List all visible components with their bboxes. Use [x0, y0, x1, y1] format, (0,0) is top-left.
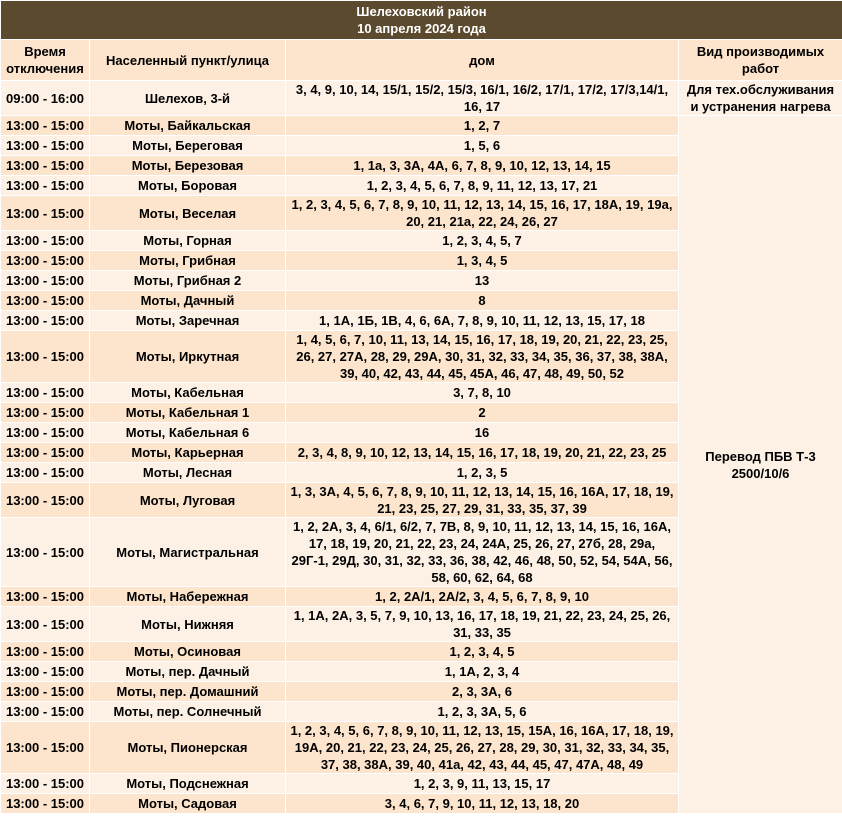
cell-time: 13:00 - 15:00	[1, 423, 90, 443]
cell-place: Моты, Береговая	[90, 136, 286, 156]
header-houses: дом	[286, 40, 679, 81]
table-row	[1, 81, 842, 116]
cell-time: 13:00 - 15:00	[1, 116, 90, 136]
cell-time: 13:00 - 15:00	[1, 403, 90, 423]
cell-time: 13:00 - 15:00	[1, 251, 90, 271]
cell-place: Моты, Садовая	[90, 794, 286, 814]
cell-time: 13:00 - 15:00	[1, 642, 90, 662]
cell-houses: 8	[286, 291, 679, 311]
cell-time: 13:00 - 15:00	[1, 136, 90, 156]
cell-place: Моты, Березовая	[90, 156, 286, 176]
cell-houses: 1, 2, 2А, 3, 4, 6/1, 6/2, 7, 7В, 8, 9, 10, 11, 12, 13, 14, 15, 16, 16А, 17, 18, 19, 20, 21, 22, 23, 24, 24А, 25, 26, 27, 27б, 28, 29а, 29Г-1, 29Д, 30, 31, 32, 33, 36, 38, 42, 46, 48, 50, 52, 54, 54А, 56, 58, 60, 62, 64, 68	[286, 518, 679, 587]
table-title	[1, 1, 842, 40]
cell-place: Моты, Байкальская	[90, 116, 286, 136]
cell-place: Моты, пер. Домашний	[90, 682, 286, 702]
cell-houses: 3, 7, 8, 10	[286, 383, 679, 403]
cell-time: 13:00 - 15:00	[1, 518, 90, 587]
cell-time: 13:00 - 15:00	[1, 443, 90, 463]
cell-place: Моты, Лесная	[90, 463, 286, 483]
cell-place: Моты, Карьерная	[90, 443, 286, 463]
cell-place: Моты, Веселая	[90, 196, 286, 231]
cell-houses: 13	[286, 271, 679, 291]
cell-houses: 2, 3, 4, 8, 9, 10, 12, 13, 14, 15, 16, 17, 18, 19, 20, 21, 22, 23, 25	[286, 443, 679, 463]
cell-time: 13:00 - 15:00	[1, 682, 90, 702]
cell-houses: 1, 1А, 2, 3, 4	[286, 662, 679, 682]
cell-time: 13:00 - 15:00	[1, 311, 90, 331]
cell-place: Моты, пер. Солнечный	[90, 702, 286, 722]
cell-place: Моты, Нижняя	[90, 607, 286, 642]
cell-houses: 3, 4, 9, 10, 14, 15/1, 15/2, 15/3, 16/1, 16/2, 17/1, 17/2, 17/3,14/1, 16, 17	[286, 81, 679, 116]
cell-time: 13:00 - 15:00	[1, 331, 90, 383]
cell-work: Для тех.обслуживания и устранения нагрева	[679, 81, 842, 116]
cell-houses: 1, 2, 3, 3А, 5, 6	[286, 702, 679, 722]
cell-time: 13:00 - 15:00	[1, 607, 90, 642]
cell-time: 13:00 - 15:00	[1, 176, 90, 196]
cell-houses: 1, 3, 4, 5	[286, 251, 679, 271]
cell-houses: 1, 2, 3, 5	[286, 463, 679, 483]
cell-houses: 1, 3, 3А, 4, 5, 6, 7, 8, 9, 10, 11, 12, 13, 14, 15, 16, 16А, 17, 18, 19, 21, 23, 25, 27, 29, 31, 33, 35, 37, 39	[286, 483, 679, 518]
cell-place: Моты, Кабельная	[90, 383, 286, 403]
cell-time: 13:00 - 15:00	[1, 587, 90, 607]
cell-time: 13:00 - 15:00	[1, 483, 90, 518]
header-time: Время отключения	[1, 40, 90, 81]
cell-houses: 1, 1А, 2А, 3, 5, 7, 9, 10, 13, 16, 17, 18, 19, 21, 22, 23, 24, 25, 26, 31, 33, 35	[286, 607, 679, 642]
cell-houses: 1, 2, 3, 4, 5, 6, 7, 8, 9, 11, 12, 13, 17, 21	[286, 176, 679, 196]
cell-place: Моты, Луговая	[90, 483, 286, 518]
cell-place: Моты, Кабельная 1	[90, 403, 286, 423]
cell-houses: 1, 2, 3, 4, 5	[286, 642, 679, 662]
table-body	[1, 1, 842, 814]
cell-place: Шелехов, 3-й	[90, 81, 286, 116]
cell-houses: 1, 2, 3, 4, 5, 7	[286, 231, 679, 251]
cell-place: Моты, Боровая	[90, 176, 286, 196]
cell-time: 09:00 - 16:00	[1, 81, 90, 116]
table-row	[1, 116, 842, 136]
cell-time: 13:00 - 15:00	[1, 702, 90, 722]
district-title: Шелеховский район	[356, 4, 487, 19]
title-row	[1, 1, 842, 40]
cell-houses: 1, 2, 3, 4, 5, 6, 7, 8, 9, 10, 11, 12, 13, 15, 15А, 16, 16А, 17, 18, 19, 19А, 20, 21, 22, 23, 24, 25, 26, 27, 28, 29, 30, 31, 32, 33, 34, 35, 37, 38, 38А, 39, 40, 41а, 42, 43, 44, 45, 47, 47А, 48, 49	[286, 722, 679, 774]
cell-place: Моты, Магистральная	[90, 518, 286, 587]
cell-time: 13:00 - 15:00	[1, 291, 90, 311]
cell-houses: 1, 2, 2А/1, 2А/2, 3, 4, 5, 6, 7, 8, 9, 10	[286, 587, 679, 607]
cell-place: Моты, Кабельная 6	[90, 423, 286, 443]
cell-houses: 1, 2, 3, 9, 11, 13, 15, 17	[286, 774, 679, 794]
cell-houses: 1, 1А, 1Б, 1В, 4, 6, 6А, 7, 8, 9, 10, 11, 12, 13, 15, 17, 18	[286, 311, 679, 331]
cell-time: 13:00 - 15:00	[1, 662, 90, 682]
cell-houses: 1, 4, 5, 6, 7, 10, 11, 13, 14, 15, 16, 17, 18, 19, 20, 21, 22, 23, 25, 26, 27, 27А, 28, 29, 29А, 30, 31, 32, 33, 34, 35, 36, 37, 38, 38А, 39, 40, 42, 43, 44, 45, 45А, 46, 47, 48, 49, 50, 52	[286, 331, 679, 383]
cell-time: 13:00 - 15:00	[1, 156, 90, 176]
cell-houses: 2	[286, 403, 679, 423]
cell-houses: 1, 2, 7	[286, 116, 679, 136]
cell-houses: 3, 4, 6, 7, 9, 10, 11, 12, 13, 18, 20	[286, 794, 679, 814]
cell-place: Моты, Заречная	[90, 311, 286, 331]
cell-work-shared: Перевод ПБВ Т-3 2500/10/6	[679, 116, 842, 814]
cell-time: 13:00 - 15:00	[1, 196, 90, 231]
cell-place: Моты, Дачный	[90, 291, 286, 311]
cell-place: Моты, Грибная 2	[90, 271, 286, 291]
cell-time: 13:00 - 15:00	[1, 774, 90, 794]
cell-place: Моты, Грибная	[90, 251, 286, 271]
cell-place: Моты, Набережная	[90, 587, 286, 607]
cell-houses: 2, 3, 3А, 6	[286, 682, 679, 702]
cell-place: Моты, Пионерская	[90, 722, 286, 774]
cell-houses: 1, 1а, 3, 3А, 4А, 6, 7, 8, 9, 10, 12, 13, 14, 15	[286, 156, 679, 176]
cell-houses: 1, 2, 3, 4, 5, 6, 7, 8, 9, 10, 11, 12, 13, 14, 15, 16, 17, 18А, 19, 19а, 20, 21, 21а, 22, 24, 26, 27	[286, 196, 679, 231]
date-title: 10 апреля 2024 года	[357, 21, 486, 36]
cell-time: 13:00 - 15:00	[1, 794, 90, 814]
cell-time: 13:00 - 15:00	[1, 722, 90, 774]
cell-place: Моты, Осиновая	[90, 642, 286, 662]
header-place: Населенный пункт/улица	[90, 40, 286, 81]
cell-place: Моты, Иркутная	[90, 331, 286, 383]
cell-houses: 1, 5, 6	[286, 136, 679, 156]
cell-time: 13:00 - 15:00	[1, 231, 90, 251]
header-row	[1, 40, 842, 81]
header-work: Вид производимых работ	[679, 40, 842, 81]
cell-time: 13:00 - 15:00	[1, 271, 90, 291]
cell-place: Моты, пер. Дачный	[90, 662, 286, 682]
cell-time: 13:00 - 15:00	[1, 383, 90, 403]
cell-houses: 16	[286, 423, 679, 443]
cell-time: 13:00 - 15:00	[1, 463, 90, 483]
cell-place: Моты, Горная	[90, 231, 286, 251]
cell-place: Моты, Подснежная	[90, 774, 286, 794]
